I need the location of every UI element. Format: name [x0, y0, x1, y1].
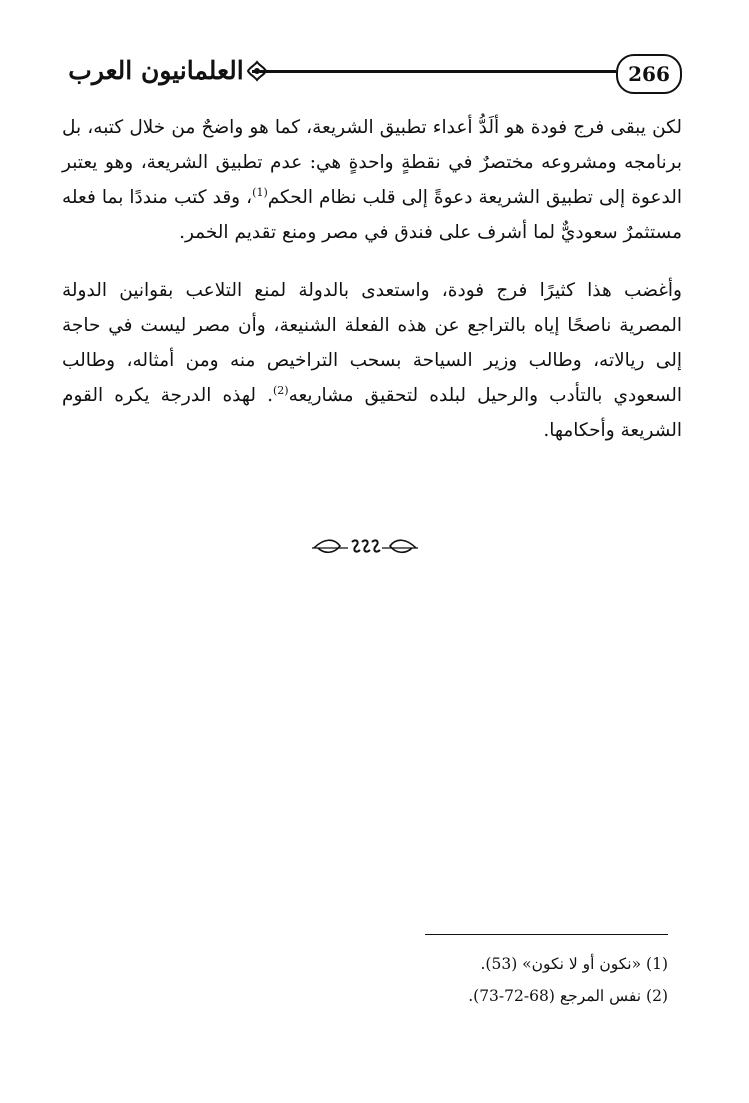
- page-number: 266: [628, 62, 670, 86]
- paragraph-1: [62, 110, 682, 250]
- page-number-badge: [616, 54, 682, 94]
- footnotes: [62, 948, 668, 1012]
- body-text: [62, 110, 682, 471]
- footnote-marker-1: (1): [252, 185, 268, 199]
- paragraph-1-text: لكن يبقى فرج فودة هو ألَدُّ أعداء تطبيق الشريعة، كما هو واضحٌ من خلال كتبه، بل برنامجه ومشروعه مختصرٌ في نقطةٍ واحدةٍ هي: عدم تطبيق الشريعة، وهو يعتبر الدعوة إلى تطبيق الشريعة دعوةً إلى قلب نظام الحكم: [62, 117, 683, 208]
- footnote-2: (2) نفس المرجع (68-72-73).: [468, 987, 668, 1005]
- paragraph-2: [62, 273, 682, 448]
- page-header: [62, 50, 682, 96]
- footnote-rule: [425, 934, 668, 935]
- footnote-marker-2: (2): [272, 383, 289, 397]
- paragraph-2-text-end: . لهذه الدرجة يكره القوم الشريعة وأحكامها.: [62, 385, 682, 441]
- book-title: العلمانيون العرب: [68, 56, 244, 85]
- footnote-1: (1) «نكون أو لا نكون» (53).: [480, 955, 668, 973]
- paragraph-2-text: وأغضب هذا كثيرًا فرج فودة، واستعدى بالدولة لمنع التلاعب بقوانين الدولة المصرية ناصحًا إياه بالتراجع عن هذه الفعلة الشنيعة، وأن مصر ليست في حاجة إلى ريالاته، وطالب وزير السياحة بسحب التراخيص منه ومن أمثاله، وطالب السعودي بالتأدب والرحيل لبلده لتحقيق مشاريعه: [62, 280, 682, 406]
- ornament-divider-icon: [310, 528, 420, 568]
- paragraph-1-text-end: ، وقد كتب منددًا بما فعله مستثمرٌ سعوديٌّ لما أشرف على فندق في مصر ومنع تقديم الخمر.: [62, 187, 682, 243]
- header-rule: [252, 70, 616, 73]
